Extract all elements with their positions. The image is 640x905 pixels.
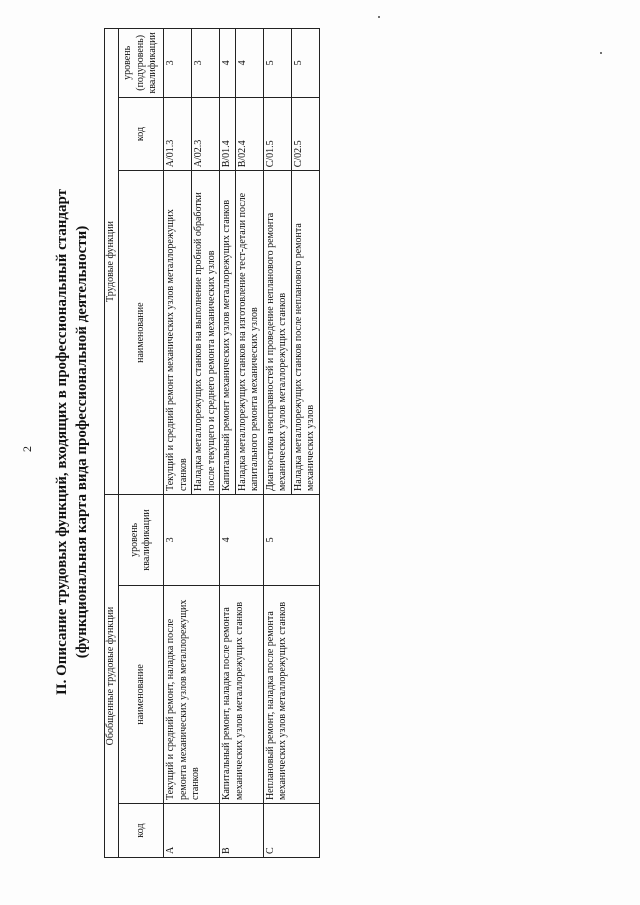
function-name-cell: Текущий и средний ремонт механических узлов металлорежущих станков <box>164 171 192 495</box>
function-code-cell: C/01.5 <box>263 97 291 171</box>
header-row-columns <box>119 29 164 858</box>
name-header: наименование <box>119 585 164 803</box>
group-name-cell: Капитальный ремонт, наладка после ремонта механических узлов металлорежущих станков <box>220 585 264 803</box>
table-row <box>164 29 192 858</box>
group-name-cell: Текущий и средний ремонт, наладка после ремонта механических узлов металлорежущих станков <box>164 585 220 803</box>
code-header: код <box>119 804 164 858</box>
group-name-cell: Неплановый ремонт, наладка после ремонта механических узлов металлорежущих станков <box>263 585 319 803</box>
table-row <box>220 29 236 858</box>
scan-speck <box>378 16 380 18</box>
function-code-cell: C/02.5 <box>291 97 319 171</box>
rotated-content <box>52 22 392 862</box>
page-number: 2 <box>20 446 34 452</box>
group-code-cell: C <box>263 804 319 858</box>
group-level-cell: 3 <box>164 495 220 586</box>
function-code-cell: B/02.4 <box>235 97 263 171</box>
group-code-cell: A <box>164 804 220 858</box>
group-level-cell: 4 <box>220 495 264 586</box>
function-code-cell: A/01.3 <box>164 97 192 171</box>
function-name-cell: Диагностика неисправностей и проведение непланового ремонта механических узлов металлорежущих станков <box>263 171 291 495</box>
sublevel-header: уровень (подуровень) квалификации <box>119 29 164 98</box>
function-level-cell: 3 <box>192 29 220 98</box>
function-name-cell: Наладка металлорежущих станков на изготовление тест-детали после капитального ремонта механических узлов <box>235 171 263 495</box>
function-name-cell: Наладка металлорежущих станков после непланового ремонта механических узлов <box>291 171 319 495</box>
functional-map-table <box>104 28 320 858</box>
table-row <box>263 29 291 858</box>
function-level-cell: 4 <box>220 29 236 98</box>
labor-name-header: наименование <box>119 171 164 495</box>
page-subtitle: (функциональная карта вида профессиональной деятельности) <box>74 225 90 659</box>
scan-speck <box>600 52 602 54</box>
function-name-cell: Капитальный ремонт механических узлов металлорежущих станков <box>220 171 236 495</box>
function-level-cell: 3 <box>164 29 192 98</box>
group-level-cell: 5 <box>263 495 319 586</box>
page-title: II. Описание трудовых функций, входящих в профессиональный стандарт <box>54 188 70 696</box>
header-row-groups <box>105 29 119 858</box>
qualification-level-header: уровень квалификации <box>119 495 164 586</box>
function-code-cell: B/01.4 <box>220 97 236 171</box>
function-level-cell: 5 <box>263 29 291 98</box>
function-code-cell: A/02.3 <box>192 97 220 171</box>
function-name-cell: Наладка металлорежущих станков на выполнение пробной обработки после текущего и среднего ремонта механических узлов <box>192 171 220 495</box>
labor-functions-header: Трудовые функции <box>105 29 119 495</box>
heading <box>52 22 92 862</box>
function-level-cell: 4 <box>235 29 263 98</box>
generalized-functions-header: Обобщенные трудовые функции <box>105 495 119 858</box>
group-code-cell: B <box>220 804 264 858</box>
function-level-cell: 5 <box>291 29 319 98</box>
labor-code-header: код <box>119 97 164 171</box>
